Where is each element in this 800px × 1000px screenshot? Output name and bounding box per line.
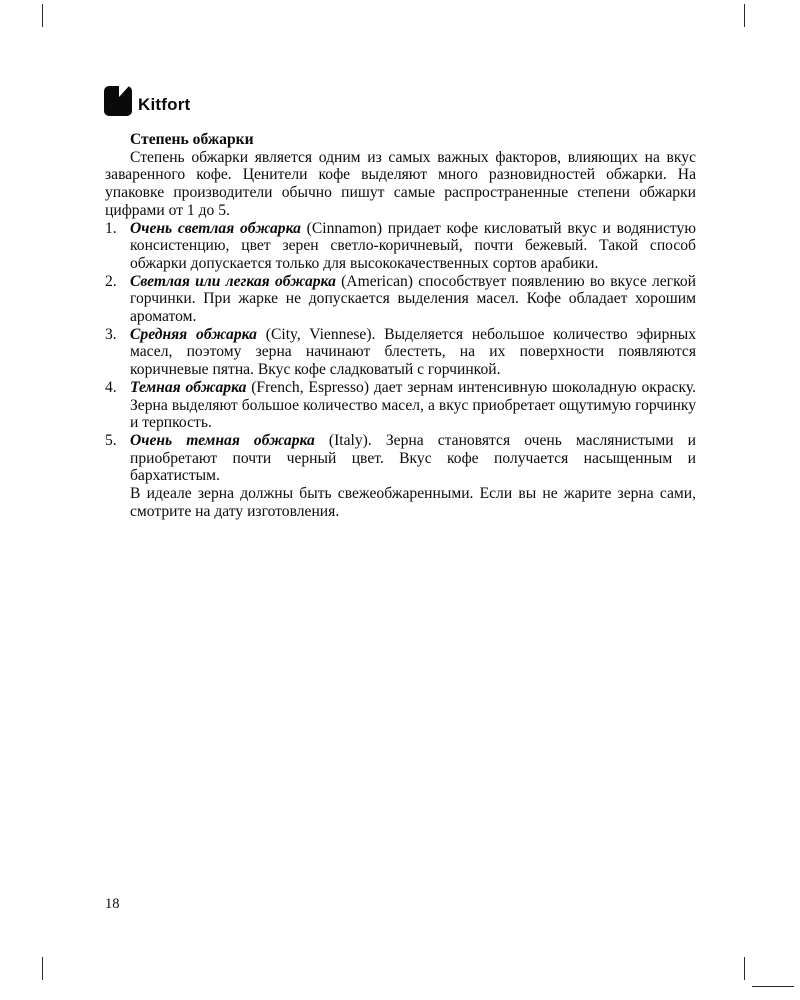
list-item-number: 3.: [105, 325, 117, 343]
crop-mark-bottom-left: [42, 957, 43, 980]
brand-name: Kitfort: [138, 95, 191, 114]
list-item-rest: (Italy). Зерна становятся очень маслянистыми и приобретают почти черный цвет. Вкус кофе получается насыщенным и бархатистым.: [130, 431, 696, 485]
list-item-rest: (American) способствует появлению во вкусе легкой горчинки. При жарке не допускается выделения масел. Кофе обладает хорошим ароматом.: [130, 272, 697, 326]
list-item-text: [130, 220, 696, 273]
list-item-rest: (French, Espresso) дает зернам интенсивную шоколадную окраску. Зерна выделяют большое количество масел, а вкус приобретает ощутимую горчинку и терпкость.: [130, 378, 697, 432]
list-item-text: [130, 432, 696, 485]
crop-mark-bottom-right-horizontal: [752, 986, 794, 987]
list-item-lead: Очень темная обжарка: [130, 431, 315, 449]
list-item-number: 1.: [105, 219, 117, 237]
list-item-rest: (Cinnamon) придает кофе кисловатый вкус и водянистую консистенцию, цвет зерен светло-коричневый, почти бежевый. Такой способ обжарки допускается только для высококачественных сортов арабики.: [130, 219, 696, 272]
list-item: [105, 273, 696, 326]
roast-levels-list: [105, 220, 696, 521]
outro-block: [105, 485, 696, 520]
crop-mark-bottom-right: [744, 957, 745, 980]
list-item-lead: Средняя обжарка: [130, 325, 257, 343]
list-item-text: [130, 273, 696, 326]
section-heading: Степень обжарки: [130, 131, 254, 148]
list-item-number: 4.: [105, 378, 117, 396]
brand-header: [104, 86, 190, 116]
list-item: [105, 220, 696, 273]
list-item: [105, 379, 696, 432]
crop-mark-top-right: [744, 4, 745, 27]
list-item-text: [130, 326, 696, 379]
list-item: [105, 326, 696, 379]
page-number: 18: [105, 896, 120, 912]
list-item-lead: Очень светлая обжарка: [130, 219, 301, 237]
kitfort-logo-icon: [104, 86, 132, 116]
list-item: [105, 432, 696, 485]
list-item-number: 5.: [105, 431, 117, 449]
outro-spacer: [105, 485, 130, 520]
document-content: [105, 131, 696, 520]
list-item-number: 2.: [105, 272, 117, 290]
list-item-rest: (City, Viennese). Выделяется небольшое количество эфирных масел, поэтому зерна начинают блестеть, на их поверхности появляются коричневые пятна. Вкус кофе сладковатый с горчинкой.: [130, 325, 696, 379]
intro-paragraph: Степень обжарки является одним из самых важных факторов, влияющих на вкус заваренного кофе. Ценители кофе выделяют много разновидностей обжарки. На упаковке производители обычно пишут самые распространенные степени обжарки цифрами от 1 до 5.: [105, 148, 696, 219]
list-item-text: [130, 379, 696, 432]
list-item-lead: Светлая или легкая обжарка: [130, 272, 336, 290]
outro-paragraph: В идеале зерна должны быть свежеобжаренными. Если вы не жарите зерна сами, смотрите на дату изготовления.: [130, 485, 696, 520]
crop-mark-top-left: [42, 4, 43, 27]
list-item-lead: Темная обжарка: [130, 378, 247, 396]
